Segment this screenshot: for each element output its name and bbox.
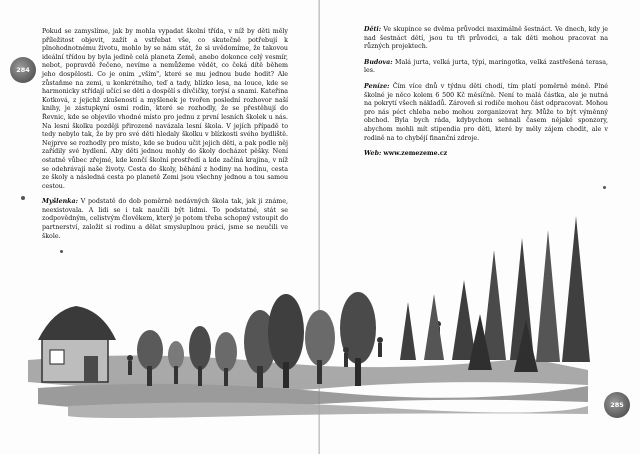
budova-text: Malá jurta, velká jurta, týpí, maringotka, velká zastřešená terasa, les. (364, 58, 608, 75)
deti-text: Ve skupince se dvěma průvodci maximálně šestnáct. Ve dnech, kdy je nad šestnáct dětí, jsou tu tři průvodci, a tak děti mohou pracovat na různých projektech. (364, 26, 608, 51)
page-number-right: 285 (610, 401, 624, 409)
page-number-left: 284 (16, 66, 30, 74)
web-label: Web: (364, 150, 382, 158)
paragraph-intro (42, 28, 288, 191)
painted-ground (28, 355, 588, 418)
deti-label: Děti: (364, 26, 382, 33)
children-painting-illustration (28, 210, 608, 420)
penize-text: Čím více dnů v týdnu děti chodí, tím platí poměrně méně. Plné školné je něco kolem 6 500 Kč měsíčně. Není to malá částka, ale je nutná na pokrytí všech nákladů. Zároveň si rodiče mohou část odpracovat. Mohou pro nás péct chleba nebo mohou zorganizovat hry. Může to být výměnný obchod. Byla bych ráda, kdybychom sehnali časem nějaké sponzory, abychom mohli mít stipendia pro děti, které by měly zájem chodit, ale v rodině na to chybějí finanční zdroje. (364, 82, 608, 142)
myslenka-text: V podstatě do dob poměrně nedávných škola tak, jak ji známe, neexistovala. A lidi se i tak naučili být lidmi. To podstatné, stát se zodpovědným, celistvým člověkem, který je potom třeba schopný vstoupit do partnerství, založit si rodinu a dělat smysluplnou práci, jsme se neučili ve škole. (42, 198, 288, 240)
paragraph-deti (364, 26, 608, 52)
ink-dot (603, 186, 606, 189)
house-drawing (38, 306, 116, 382)
web-url: www.zemezeme.cz (383, 150, 448, 158)
ink-dot (21, 196, 25, 200)
intro-text: Pokud se zamyslíme, jak by mohla vypadat školní třída, v níž by děti měly příležitost objevit, zažít a vstřebat vše, co skutečně potřebují k plnohodnotnému životu, mohlo by se nám stát, že si uvědomíme, že takovou ideální třídou by byla jedině celá planeta Země, anebo dokonce celý vesmír, nebot, popravdě řečeno, nevíme a nemůžeme vědět, co čeká dítě během jeho dospělosti. Co je onim „vším", které se mu jednou bude hodit? Ale zůstaňme na zemi, u konkrétního, teď a tady, blízko lesa, na louce, kde se harmonicky střídají učící se děti a dospělí s dívčičky, torýsí a snami. Kateřina Kotková, z jejichž zkušeností a myšlenek je tvořen poslední rozhovor naší knihy, je zástupkyní osmi rodin, které se rozhodly, že se přestěhují do Řevnic, kde se objevilo vhodné místo pro jednu z první lesních školek u nás. Na lesní školku později přirozeně navázala lesní škola. V jejích případě to tedy nebylo tak, že by pro své děti hledaly školku v blízkosti svého bydliště. Nejprve se rozhodly pro místo, kde se budou učit jejich děti, a pak podle něj zařídily své bydlení. Aby děti jednou mohly do školy docházet pěšky. Není ostatně vůbec zřejmé, kde končí školní prostředí a kde začíná krajina, v níž se odehrávají naše životy. Cesta do školy, běhání z hodiny na hodinu, cesta ze školy a následná cesta po planetě Zemi jsou všechny jednou a tou samou cestou. (42, 28, 288, 190)
pine-trees (400, 216, 590, 372)
myslenka-label: Myšlenka: (42, 198, 78, 206)
paragraph-budova (364, 59, 608, 76)
paragraph-penize (364, 83, 608, 143)
paragraph-web (364, 150, 608, 159)
penize-label: Peníze: (364, 82, 390, 90)
budova-label: Budova: (364, 58, 393, 66)
right-text-column (364, 26, 608, 166)
page-number-badge-left (10, 57, 36, 83)
